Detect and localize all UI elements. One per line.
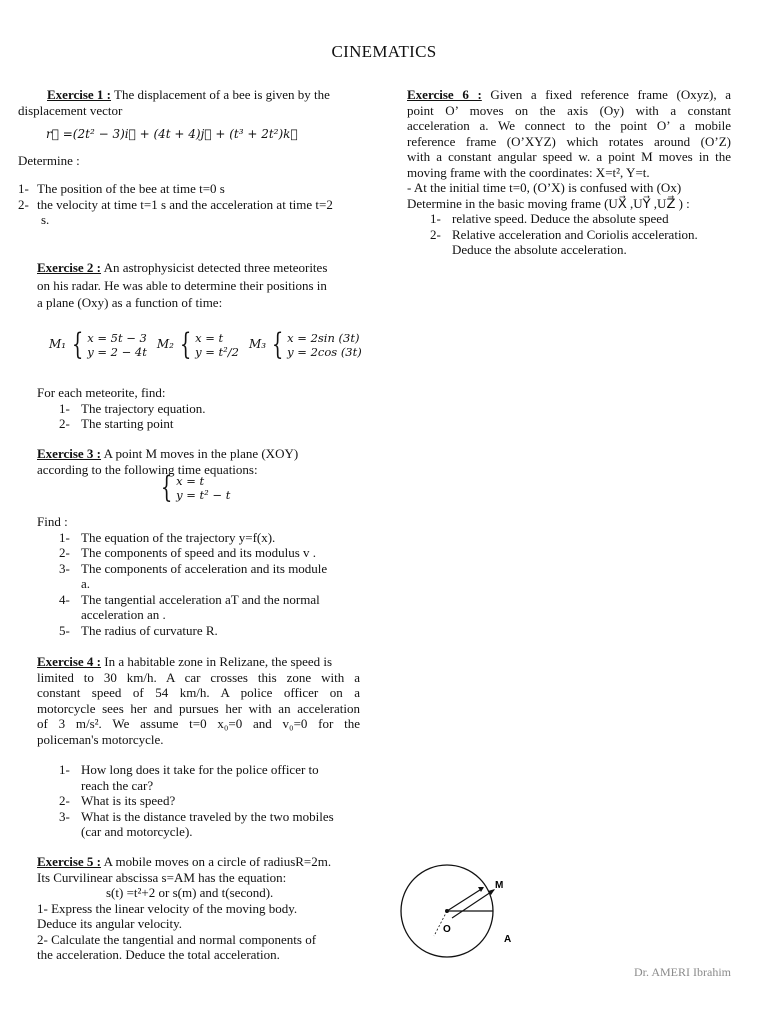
list-item-continued: s. [41, 212, 50, 227]
list-item: 2- What is its speed? [59, 793, 176, 808]
exercise-5: Exercise 5 : A mobile moves on a circle of radiusR=2m. Its Curvilinear abscissa s=AM has the equation: s(t) =t²+2 or s(m) and t(second). 1- Express the linear velocity of the moving body. Deduce its angular velocity. 2- Calculate the tangential and normal components of the acceleration. Deduce the total acceleration. [37, 854, 332, 962]
exercise-6-title: Exercise 6 : [407, 87, 482, 102]
author-footer: Dr. AMERI Ibrahim [634, 965, 731, 979]
exercise-2-find: For each meteorite, find: [37, 385, 166, 400]
exercise-3: Exercise 3 : A point M moves in the plane (XOY) according to the following time equations: [37, 446, 360, 477]
list-item: 1- The equation of the trajectory y=f(x). [59, 529, 276, 545]
exercise-3-find: Find : [37, 514, 68, 529]
exercise-3-title: Exercise 3 : [37, 446, 102, 461]
exercise-2: Exercise 2 : An astrophysicist detected three meteorites on his radar. He was able to determine their positions in a plane (Oxy) as a function of time: [37, 259, 360, 312]
list-item: a. [81, 576, 91, 591]
list-item: 5- The radius of curvature R. [59, 622, 218, 638]
list-item: 2- Relative acceleration and Coriolis acceleration. [430, 226, 698, 242]
exercise-3-text-2: according to the following time equations: [37, 461, 258, 477]
exercise-3-questions [37, 514, 360, 638]
exercise-2-title: Exercise 2 : [37, 260, 102, 275]
meteorite-m2: M₂ { x = t y = t²/2 [156, 327, 239, 362]
radius-om [447, 888, 483, 911]
exercise-4-title: Exercise 4 : [37, 654, 102, 669]
exercise-2-text-2: on his radar. He was able to determine their positions in [37, 277, 327, 293]
meteorite-m1: M₁ { x = 5t − 3 y = 2 − 4t [49, 327, 147, 362]
arrow-head-velocity [488, 889, 495, 895]
list-item: 1- The trajectory equation. [59, 400, 206, 416]
list-item: 3- What is the distance traveled by the two mobiles [59, 808, 334, 824]
center-point [445, 909, 449, 913]
meteorite-m3: M₃ { x = 2sin (3t) y = 2cos (3t) [248, 327, 362, 362]
page-title: CINEMATICS [331, 42, 437, 61]
exercise-1-text-2: displacement vector [18, 102, 123, 118]
list-item: 1- relative speed. Deduce the absolute speed [430, 211, 669, 226]
exercise-5-title: Exercise 5 : [37, 854, 102, 869]
list-item: 2- The starting point [59, 416, 174, 431]
exercise-2-questions [37, 385, 360, 432]
exercise-1-title: Exercise 1 : [47, 87, 112, 102]
list-item: acceleration an . [81, 607, 166, 622]
list-item: Deduce the absolute acceleration. [452, 242, 627, 257]
list-item: 1- How long does it take for the police officer to [59, 762, 319, 777]
list-item: (car and motorcycle). [81, 824, 193, 839]
list-item: 3- The components of acceleration and its module [59, 560, 328, 576]
exercise-1 [18, 87, 360, 228]
exercise-1-determine: Determine : [18, 152, 80, 168]
exercise-1-equation: r⃗ =(2t² − 3)i⃗ + (4t + 4)j⃗ + (t³ + 2t²)k⃗ [46, 127, 298, 141]
list-item: 1- The position of the bee at time t=0 s [18, 181, 225, 196]
list-item: reach the car? [81, 777, 154, 793]
label-m: M [495, 880, 504, 891]
list-item: 2- the velocity at time t=1 s and the acceleration at time t=2 [18, 196, 333, 212]
exercise-4: Exercise 4 : In a habitable zone in Relizane, the speed is limited to 30 km/h. A car crosses this zone with a constant speed of 54 km/h. A police officer on a motorcycle sees her and pursues her with an acceleration of 3 m/s². We assume t=0 x₀=0 and v₀=0 for the policeman's motorcycle. 1- How long does it take for the police officer to reach the car? 2- What is its speed? 3- What is the distance traveled by the two mobiles (car and motorcycle). [37, 654, 360, 839]
label-a: A [504, 934, 512, 945]
meteorite-equations [49, 327, 372, 362]
exercise-3-equations: { x = t y = t² − t [160, 470, 231, 505]
exercise-1-text: The displacement of a bee is given by the [111, 87, 330, 102]
exercise-6: Exercise 6 : Given a fixed reference frame (Oxyz), a point O’ moves on the axis (Oy) with a constant acceleration a. We connect to the point O’ a mobile reference frame (O’XYZ) which rotates around (O’Z) with a constant angular speed w. a point M moves in the moving frame with the coordinates: X=t², Y=t. - At the initial time t=0, (O’X) is confused with (Ox) Determine in the basic moving frame (UX⃗ ,UY⃗ ,UZ⃗ ) : 1- relative speed. Deduce the absolute speed 2- Relative acceleration and Coriolis acceleration. Deduce the absolute acceleration. [407, 87, 731, 257]
circle-figure [394, 856, 524, 960]
list-item: 2- The components of speed and its modulus v . [59, 545, 317, 560]
list-item: 4- The tangential acceleration aT and the normal [59, 591, 320, 607]
exercise-2-text-3: a plane (Oxy) as a function of time: [37, 295, 223, 310]
label-o: O [443, 924, 451, 935]
